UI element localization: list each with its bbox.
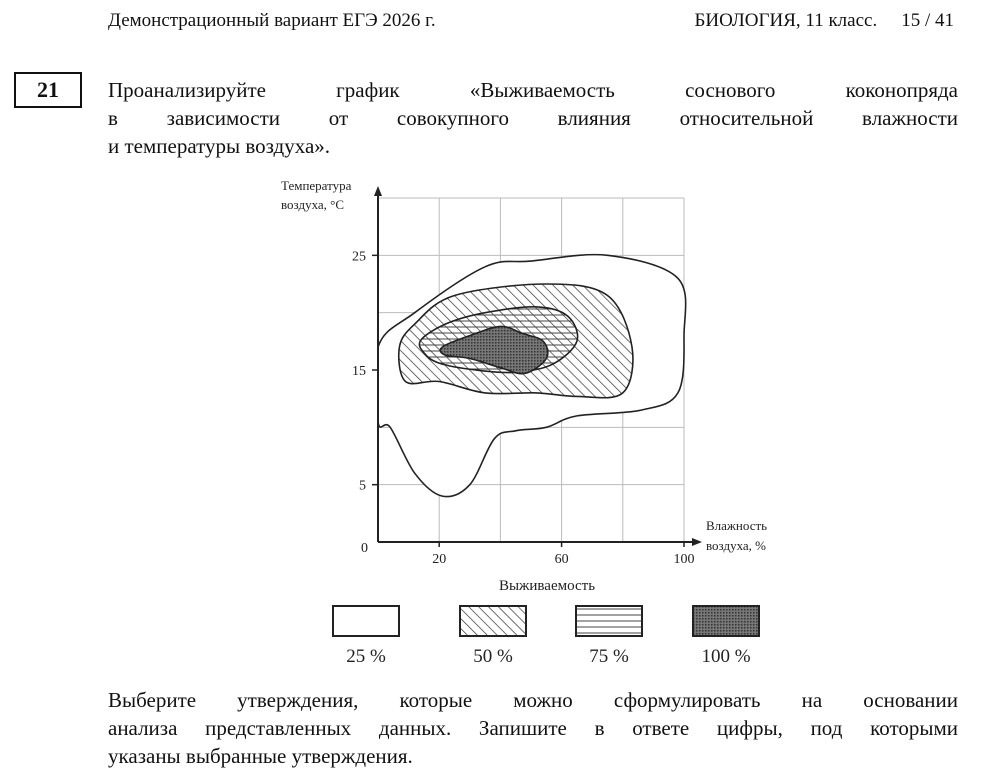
chart-regions	[375, 255, 686, 497]
legend-swatch-1	[333, 606, 399, 636]
question-line-2: в зависимости от совокупного влияния относительной влажности	[108, 106, 958, 130]
x-axis-label-line-1: Влажность	[706, 518, 768, 533]
x-axis-label-line-2: воздуха, %	[706, 538, 766, 553]
y-tick-label: 25	[352, 249, 366, 265]
question-line-1: Проанализируйте график «Выживаемость соснового коконопряда	[108, 78, 958, 102]
x-tick-label: 100	[673, 552, 695, 567]
chart-legend	[333, 606, 759, 667]
y-axis-label-line-1: Температура	[281, 178, 352, 193]
legend-label-2: 50 %	[473, 646, 513, 667]
header-subject: БИОЛОГИЯ, 11 класс.	[694, 10, 878, 31]
header-exam-title: Демонстрационный вариант ЕГЭ 2026 г.	[108, 10, 436, 31]
instruction-line-1: Выберите утверждения, которые можно сформулировать на основании	[108, 688, 958, 712]
instruction-line-3: указаны выбранные утверждения.	[108, 744, 413, 768]
legend-swatch-4	[693, 606, 759, 636]
legend-label-4: 100 %	[701, 646, 751, 667]
task-number: 21	[37, 77, 59, 102]
chart-title: Выживаемость	[498, 578, 596, 594]
x-axis-arrow	[692, 538, 702, 546]
legend-label-3: 75 %	[589, 646, 629, 667]
origin-label: 0	[361, 541, 368, 556]
x-tick-label: 60	[554, 552, 569, 567]
instruction-line-2: анализа представленных данных. Запишите в ответе цифры, под которыми	[108, 716, 958, 740]
legend-swatch-2	[460, 606, 526, 636]
header-page-number: 15 / 41	[901, 10, 954, 31]
legend-swatch-3	[576, 606, 642, 636]
y-tick-label: 15	[352, 364, 366, 379]
legend-label-1: 25 %	[346, 646, 386, 667]
y-axis-arrow	[374, 186, 382, 196]
y-tick-label: 5	[359, 478, 366, 494]
x-tick-label: 20	[432, 552, 447, 567]
question-line-3: и температуры воздуха».	[108, 134, 331, 158]
y-axis-label-line-2: воздуха, °С	[281, 197, 345, 212]
